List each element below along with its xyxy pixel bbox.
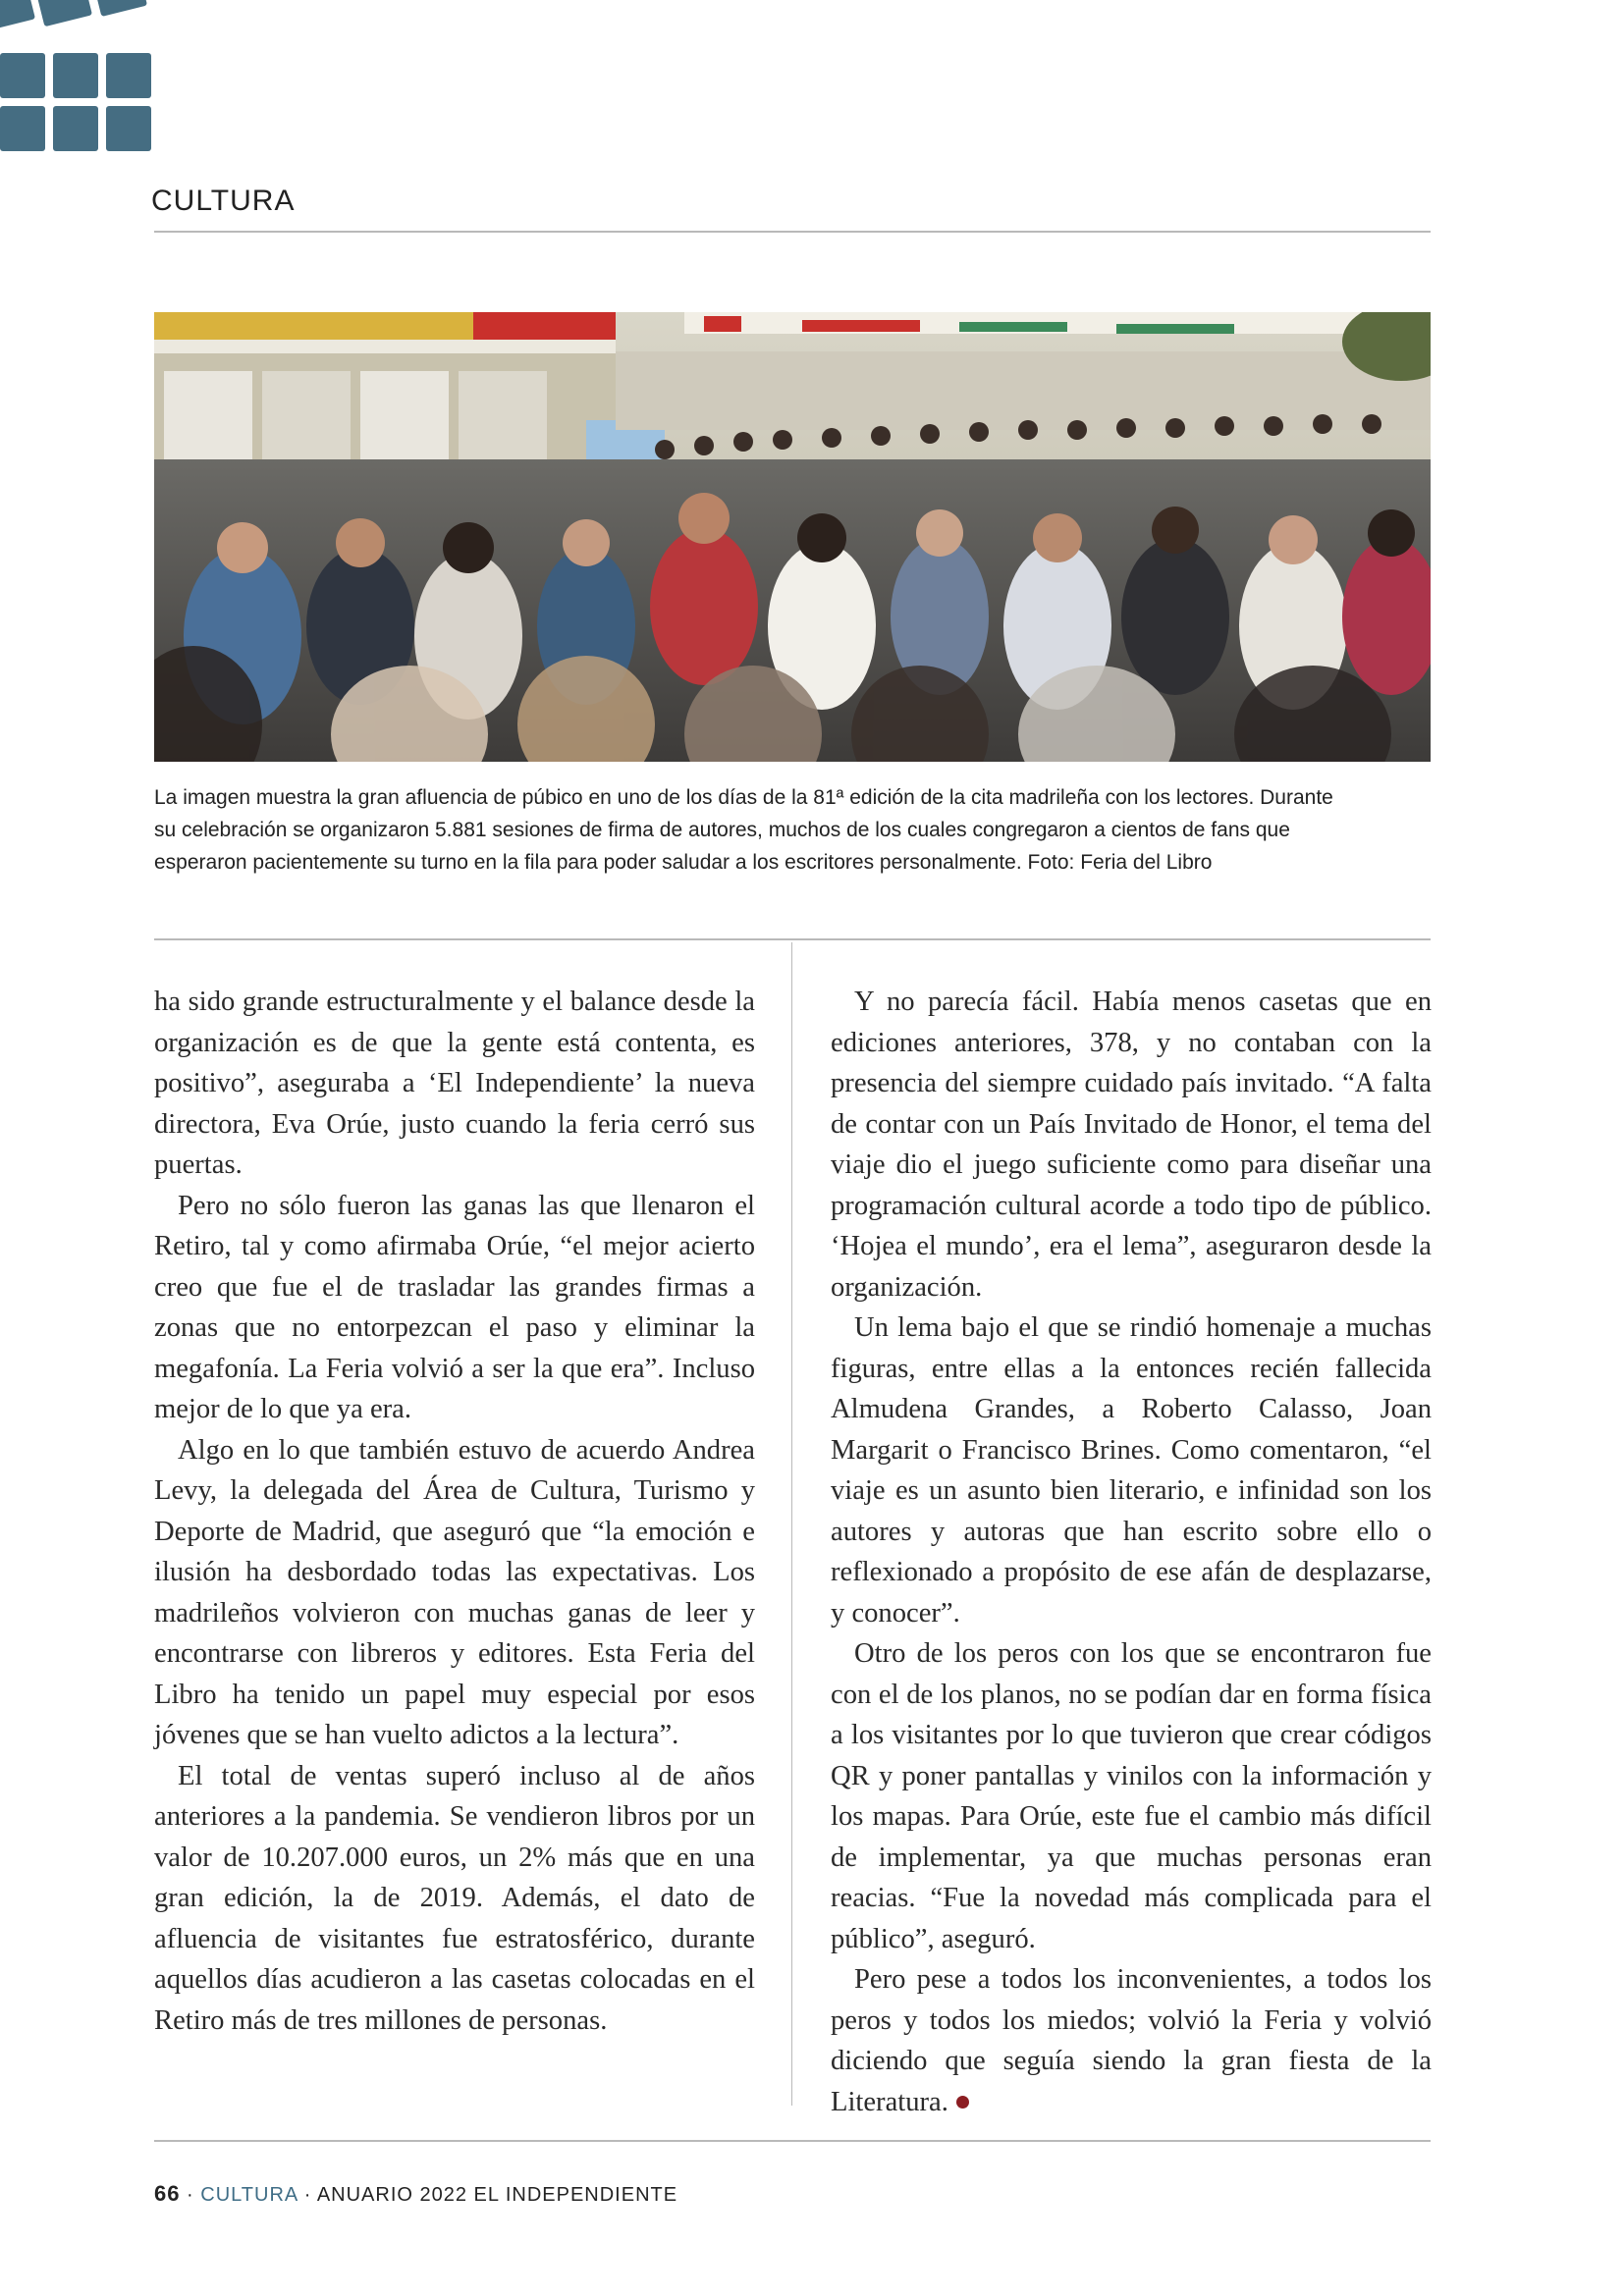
paragraph: El total de ventas superó incluso al de años anteriores a la pandemia. Se vendieron libros por un valor de 10.207.000 euros, un 2% más que en una gran edición, la de 2019. Además, el dato de afluencia de visitantes fue estratosférico, durante aquellos días acudieron a las casetas colocadas en el Retiro más de tres millones de personas. — [154, 1760, 755, 2036]
paragraph: Algo en lo que también estuvo de acuerdo Andrea Levy, la delegada del Área de Cultura, Turismo y Deporte de Madrid, que aseguró que “la emoción e ilusión ha desbordado todas las expectativas. Los madrileños volvieron con muchas ganas de leer y encontrarse con libreros y editores. Esta Feria del Libro ha tenido un papel muy especial por esos jóvenes que se han vuelto adictos a la lectura”. — [154, 1434, 755, 1750]
tile — [53, 106, 98, 151]
caption-line: esperaron pacientemente su turno en la fila para poder saludar a los escritores personalmente. Foto: Feria del Libro — [154, 851, 1213, 874]
caption-line: su celebración se organizaron 5.881 sesiones de firma de autores, muchos de los cuales congregaron a cientos de fans que — [154, 819, 1290, 841]
section-label: CULTURA — [151, 185, 296, 217]
photo-caption — [154, 781, 1431, 879]
tile — [31, 0, 92, 27]
end-of-article-icon — [956, 2096, 969, 2109]
tile — [106, 53, 151, 98]
article-top-rule — [154, 938, 1431, 940]
paragraph: Pero no sólo fueron las ganas las que llenaron el Retiro, tal y como afirmaba Orúe, “el mejor acierto creo que fue el de trasladar las grandes firmas a zonas que no entorpezcan el paso y eliminar la megafonía. La Feria volvió a ser la que era”. Incluso mejor de lo que ya era. — [154, 1190, 755, 1424]
tile — [53, 53, 98, 98]
header-rule — [154, 231, 1431, 233]
paragraph: Otro de los peros con los que se encontraron fue con el de los planos, no se podían dar en forma física a los visitantes por lo que tuvieron que crear códigos QR y poner pantallas y vinilos con la información y los mapas. Para Orúe, este fue el cambio más difícil de implementar, ya que muchas personas eran reacias. “Fue la novedad más complicada para el público”, aseguró. — [831, 1638, 1432, 1954]
paragraph: Un lema bajo el que se rindió homenaje a muchas figuras, entre ellas a la entonces recién fallecida Almudena Grandes, a Roberto Calasso, Joan Margarit o Francisco Brines. Como comentaron, “el viaje es un asunto bien literario, e infinidad son los autores y autoras que han escrito sobre ello o reflexionado a propósito de ese afán de desplazarse, y conocer”. — [831, 1312, 1432, 1629]
footer-section: CULTURA — [200, 2184, 298, 2206]
footer-publication: ANUARIO 2022 EL INDEPENDIENTE — [316, 2184, 678, 2206]
tile — [88, 0, 147, 17]
paragraph: Y no parecía fácil. Había menos casetas que en ediciones anteriores, 378, y no contaban con la presencia del siempre cuidado país invitado. “A falta de contar con un País Invitado de Honor, el tema del viaje dio el juego suficiente como para diseñar una programación cultural acorde a todo tipo de público. ‘Hojea el mundo’, era el lema”, aseguraron desde la organización. — [831, 987, 1432, 1303]
footer-rule — [154, 2140, 1431, 2142]
caption-line: La imagen muestra la gran afluencia de púbico en uno de los días de la 81ª edición de la cita madrileña con los lectores. Durante — [154, 786, 1333, 809]
footer-separator: · — [180, 2184, 201, 2206]
column-divider — [791, 942, 792, 2106]
page-footer — [154, 2181, 677, 2207]
tile — [0, 106, 45, 151]
crowd-photo — [154, 312, 1431, 762]
paragraph-text: Pero pese a todos los inconvenientes, a todos los peros y todos los miedos; volvió la Feria y volvió diciendo que seguía siendo la gran fiesta de la Literatura. — [831, 1964, 1432, 2117]
crowd-photo-illustration — [154, 312, 1431, 762]
article-right-column — [831, 982, 1432, 2122]
article-left-column — [154, 982, 755, 2041]
tile — [0, 53, 45, 98]
paragraph: ha sido grande estructuralmente y el balance desde la organización es de que la gente está contenta, es positivo”, aseguraba a ‘El Independiente’ la nueva directora, Eva Orúe, justo cuando la feria cerró sus puertas. — [154, 987, 755, 1180]
footer-separator: · — [298, 2184, 317, 2206]
tile — [0, 0, 35, 30]
tile — [106, 106, 151, 151]
page-number: 66 — [154, 2181, 181, 2206]
last-paragraph — [831, 1959, 1432, 2122]
